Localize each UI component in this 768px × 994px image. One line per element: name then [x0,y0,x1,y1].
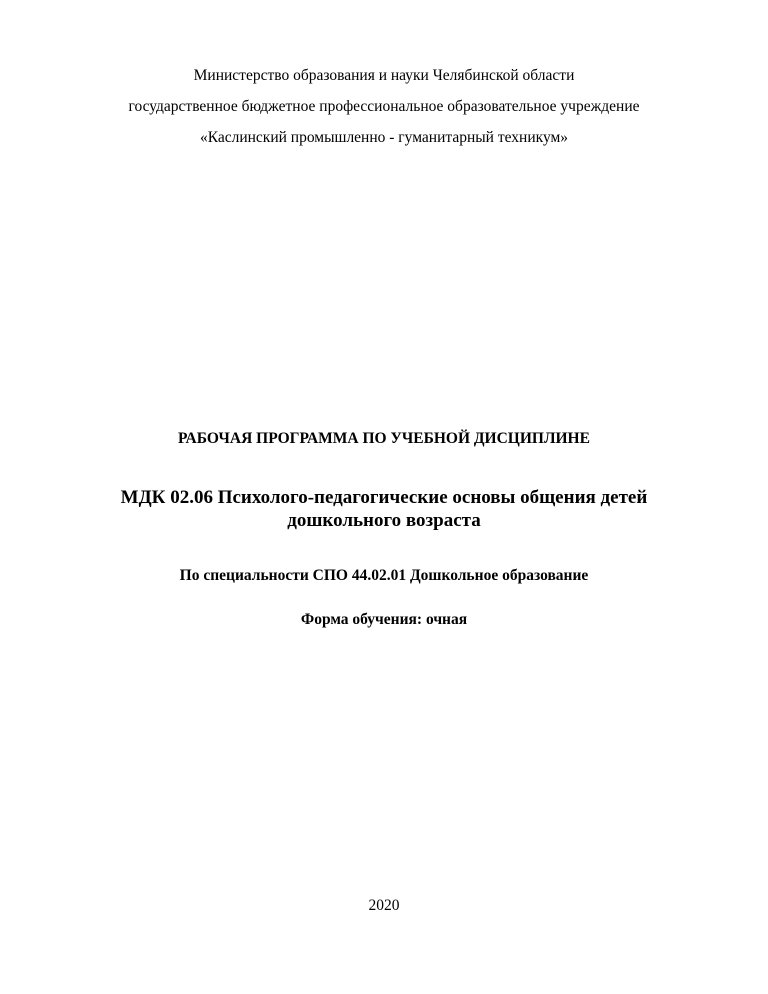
ministry-name: Министерство образования и науки Челябинской области [193,67,575,84]
discipline-title-line-1: МДК 02.06 Психолого-педагогические основы общения детей [120,487,648,508]
year: 2020 [368,897,400,914]
institution-name: «Каслинский промышленно - гуманитарный техникум» [199,129,569,146]
specialty-line: По специальности СПО 44.02.01 Дошкольное образование [179,567,589,584]
study-form-line: Форма обучения: очная [300,611,468,628]
discipline-title [84,487,684,533]
discipline-title-line-2: дошкольного возраста [287,509,481,531]
institution-type: государственное бюджетное профессиональное образовательное учреждение [128,98,640,115]
document-type-heading: РАБОЧАЯ ПРОГРАММА ПО УЧЕБНОЙ ДИСЦИПЛИНЕ [178,430,590,447]
